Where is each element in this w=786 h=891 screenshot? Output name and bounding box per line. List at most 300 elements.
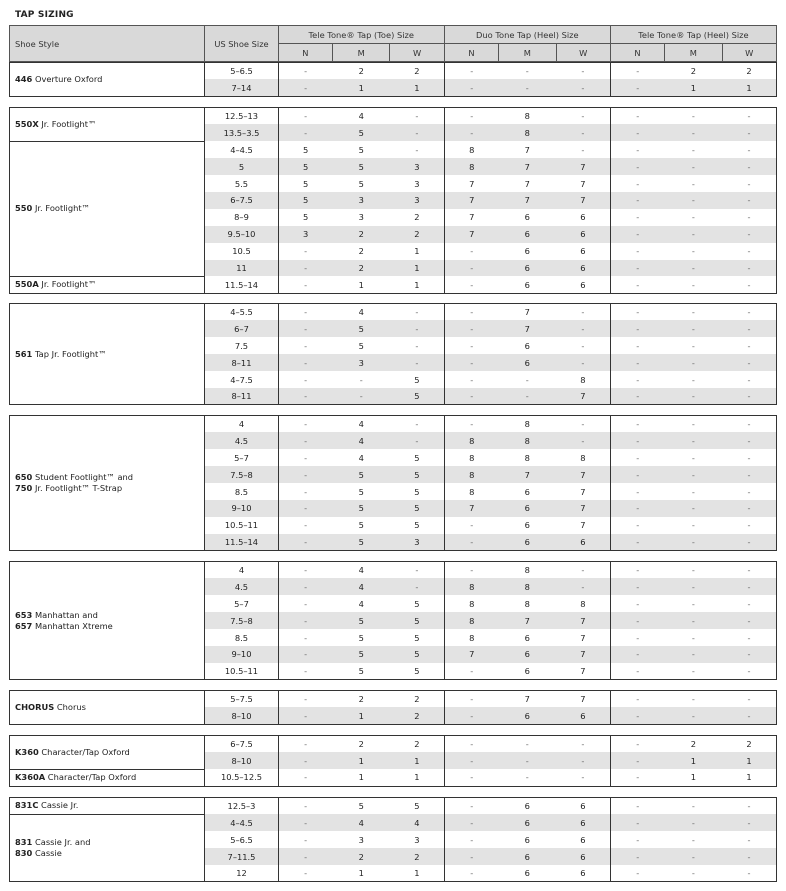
style-code: 650 <box>15 472 33 483</box>
us-shoe-size-cell: 11.5–14 <box>205 276 278 293</box>
tap-size-cell: 5 <box>358 340 364 351</box>
us-shoe-size-cell: 12.5–13 <box>205 108 278 125</box>
tap-size-cell: 6 <box>580 279 586 290</box>
tap-size-cell: 5 <box>333 124 390 141</box>
tap-size-cell: - <box>278 612 332 629</box>
tap-size-cell: - <box>610 320 664 337</box>
tap-size-cell: - <box>499 79 556 96</box>
tap-size-cell: 7 <box>580 520 586 531</box>
tap-size-cell: - <box>691 520 695 531</box>
header-us-shoe-size: US Shoe Size <box>205 26 278 62</box>
tap-size-cell: - <box>610 337 664 354</box>
tap-size-cell: 7 <box>499 466 556 483</box>
tap-size-cell: - <box>610 798 664 815</box>
tap-size-cell: - <box>444 371 498 388</box>
style-name: Jr. Footlight™ <box>38 118 97 129</box>
tap-size-cell: - <box>691 212 695 223</box>
tap-size-cell: - <box>747 598 751 609</box>
tap-size-cell: 1 <box>333 79 390 96</box>
tap-size-cell: - <box>610 388 664 405</box>
tap-size-cell: 5 <box>358 666 364 677</box>
tap-size-cell: 8 <box>524 419 530 430</box>
tap-size-cell: 5 <box>333 534 390 551</box>
tap-size-cell: 4 <box>390 814 444 831</box>
tap-size-cell: - <box>691 801 695 812</box>
tap-size-cell: 2 <box>690 739 696 750</box>
header-width-n: N <box>278 44 332 62</box>
tap-size-cell: 2 <box>414 212 420 223</box>
tap-size-cell: 1 <box>358 279 364 290</box>
tap-size-cell: - <box>691 452 695 463</box>
style-name: Student Footlight™ and <box>32 472 134 483</box>
tap-size-cell: 2 <box>746 739 752 750</box>
tap-size-cell: 7 <box>444 226 498 243</box>
tap-size-cell: 2 <box>746 66 752 77</box>
us-shoe-size-cell: 6–7 <box>205 320 278 337</box>
tap-size-cell: 1 <box>390 260 444 277</box>
tap-size-cell: - <box>747 144 751 155</box>
tap-size-cell: - <box>722 124 776 141</box>
tap-size-cell: - <box>722 707 776 724</box>
tap-size-cell: - <box>610 304 664 321</box>
tap-size-cell: - <box>722 158 776 175</box>
tap-size-cell: 7 <box>499 192 556 209</box>
tap-size-cell: - <box>747 694 751 705</box>
shoe-style-label <box>10 63 205 97</box>
tap-size-cell: - <box>415 144 419 155</box>
tap-size-cell: - <box>304 772 308 783</box>
tap-size-cell: - <box>747 279 751 290</box>
tap-size-cell: 8 <box>499 124 556 141</box>
tap-size-cell: - <box>691 632 695 643</box>
tap-size-cell: 6 <box>524 279 530 290</box>
tap-size-cell: - <box>610 354 664 371</box>
tap-size-cell: - <box>691 419 695 430</box>
shoe-style-label <box>10 276 205 293</box>
tap-size-cell: 7 <box>444 646 498 663</box>
tap-size-cell: 7 <box>444 500 498 517</box>
tap-size-cell: 6 <box>499 226 556 243</box>
tap-size-cell: - <box>665 534 722 551</box>
tap-size-cell: - <box>610 416 664 433</box>
tap-size-cell: - <box>665 354 722 371</box>
tap-size-cell: - <box>691 307 695 318</box>
style-code: 550A <box>15 279 39 290</box>
tap-size-cell: - <box>390 320 444 337</box>
tap-size-cell: 5 <box>333 500 390 517</box>
tap-size-cell: 3 <box>414 834 420 845</box>
us-shoe-size-cell: 7–11.5 <box>205 848 278 865</box>
tap-size-cell: - <box>415 307 419 318</box>
us-shoe-size-cell: 8–10 <box>205 752 278 769</box>
tap-size-cell: - <box>304 340 308 351</box>
tap-size-cell: - <box>444 416 498 433</box>
tap-size-cell: - <box>278 124 332 141</box>
tap-size-cell: - <box>444 769 498 786</box>
tap-size-cell: 6 <box>556 814 610 831</box>
tap-size-cell: - <box>665 158 722 175</box>
tap-size-cell: - <box>665 848 722 865</box>
style-code: 653 <box>15 609 33 620</box>
tap-size-cell: 8 <box>444 612 498 629</box>
tap-size-cell: 5 <box>414 632 420 643</box>
tap-size-cell: 5 <box>390 388 444 405</box>
style-name: Tap Jr. Footlight™ <box>32 348 107 359</box>
tap-size-cell: 2 <box>358 246 364 257</box>
tap-size-cell: - <box>665 226 722 243</box>
us-shoe-size-cell: 12.5–3 <box>205 798 278 815</box>
us-shoe-size-cell: 6–7.5 <box>205 736 278 753</box>
tap-size-cell: - <box>610 175 664 192</box>
tap-size-cell: - <box>610 466 664 483</box>
us-shoe-size-cell: 8–11 <box>205 354 278 371</box>
table-row <box>10 736 777 753</box>
tap-size-cell: - <box>556 752 610 769</box>
tap-size-cell: - <box>610 209 664 226</box>
header-shoe-style: Shoe Style <box>10 26 205 62</box>
tap-size-cell: - <box>691 374 695 385</box>
us-shoe-size-cell: 9–10 <box>205 646 278 663</box>
tap-size-cell: 6 <box>524 486 530 497</box>
us-shoe-size-cell: 5.5 <box>205 175 278 192</box>
tap-size-cell: 4 <box>358 307 364 318</box>
tap-size-cell: - <box>691 340 695 351</box>
tap-size-cell: 2 <box>333 226 390 243</box>
tap-size-cell: - <box>722 578 776 595</box>
us-shoe-size-cell: 8.5 <box>205 629 278 646</box>
tap-size-cell: - <box>691 834 695 845</box>
tap-size-cell: - <box>747 246 751 257</box>
tap-size-cell: - <box>665 707 722 724</box>
tap-size-cell: 7 <box>556 612 610 629</box>
tap-size-cell: 7 <box>580 486 586 497</box>
us-shoe-size-cell: 11.5–14 <box>205 534 278 551</box>
tap-size-cell: 3 <box>333 192 390 209</box>
tap-size-cell: 1 <box>690 772 696 783</box>
tap-size-cell: - <box>304 307 308 318</box>
us-shoe-size-cell: 4–4.5 <box>205 141 278 158</box>
tap-size-cell: 7 <box>524 144 530 155</box>
tap-size-cell: - <box>556 432 610 449</box>
table-row <box>10 63 777 80</box>
tap-size-cell: - <box>304 834 308 845</box>
tap-size-cell: 5 <box>414 486 420 497</box>
tap-size-cell: 6 <box>524 666 530 677</box>
tap-size-cell: - <box>691 694 695 705</box>
tap-size-cell: - <box>722 354 776 371</box>
tap-size-cell: - <box>556 320 610 337</box>
tap-size-cell: 5 <box>278 158 332 175</box>
us-shoe-size-cell: 5–6.5 <box>205 831 278 848</box>
tap-size-cell: - <box>444 707 498 724</box>
tap-size-cell: - <box>665 578 722 595</box>
tap-size-cell: - <box>747 520 751 531</box>
style-code: 550 <box>15 203 33 214</box>
tap-size-cell: - <box>610 79 664 96</box>
style-group-table <box>9 303 777 405</box>
tap-size-cell: - <box>610 663 664 680</box>
table-row <box>10 276 777 293</box>
tap-size-cell: 6 <box>499 646 556 663</box>
header-tele-tone-heel: Tele Tone® Tap (Heel) Size <box>610 26 776 44</box>
tap-size-cell: 6 <box>524 340 530 351</box>
style-group-table <box>9 561 777 680</box>
tap-size-cell: - <box>278 354 332 371</box>
tap-size-cell: - <box>691 598 695 609</box>
header-tele-tone-toe: Tele Tone® Tap (Toe) Size <box>278 26 444 44</box>
tap-size-cell: - <box>444 865 498 882</box>
tap-size-cell: - <box>304 486 308 497</box>
us-shoe-size-cell: 4–4.5 <box>205 814 278 831</box>
tap-size-cell: - <box>665 612 722 629</box>
tap-size-cell: 1 <box>665 752 722 769</box>
tap-size-cell: - <box>304 246 308 257</box>
tap-size-cell: 1 <box>333 707 390 724</box>
page-title: TAP SIZING <box>15 10 74 20</box>
tap-size-cell: 7 <box>499 158 556 175</box>
tap-size-cell: - <box>722 646 776 663</box>
tap-size-cell: - <box>444 276 498 293</box>
tap-size-cell: 2 <box>358 739 364 750</box>
tap-size-cell: - <box>610 646 664 663</box>
tap-size-cell: - <box>278 388 332 405</box>
tap-size-cell: 8 <box>580 452 586 463</box>
tap-size-cell: - <box>747 565 751 576</box>
header-width-w: W <box>722 44 776 62</box>
tap-size-cell: - <box>610 243 664 260</box>
style-code: CHORUS <box>15 701 55 712</box>
tap-size-cell: 3 <box>390 534 444 551</box>
tap-size-cell: - <box>278 752 332 769</box>
tap-size-cell: - <box>278 646 332 663</box>
tap-size-cell: 5 <box>358 178 364 189</box>
tap-size-cell: 5 <box>414 374 420 385</box>
tap-size-cell: 4 <box>358 452 364 463</box>
tap-size-cell: - <box>444 798 498 815</box>
tap-size-cell: 7 <box>556 646 610 663</box>
tap-size-cell: 7 <box>444 192 498 209</box>
tap-size-cell: 3 <box>358 212 364 223</box>
shoe-style-label <box>10 769 205 786</box>
tap-size-cell: 6 <box>524 868 530 879</box>
tap-size-cell: 6 <box>524 632 530 643</box>
tap-size-cell: 5 <box>303 144 309 155</box>
tap-size-cell: 8 <box>580 598 586 609</box>
tap-size-cell: - <box>610 432 664 449</box>
tap-size-cell: - <box>525 374 529 385</box>
tap-size-cell: - <box>304 801 308 812</box>
tap-size-cell: 6 <box>499 354 556 371</box>
tap-size-cell: - <box>747 868 751 879</box>
style-code: 657 <box>15 620 33 631</box>
tap-size-cell: 7 <box>556 388 610 405</box>
tap-size-cell: 7 <box>524 178 530 189</box>
table-row <box>10 562 777 579</box>
tap-size-cell: - <box>691 178 695 189</box>
shoe-style-label <box>10 416 205 551</box>
header-width-n: N <box>610 44 664 62</box>
style-name: Overture Oxford <box>32 73 103 84</box>
tap-size-cell: - <box>610 814 664 831</box>
shoe-style-label <box>10 798 205 815</box>
tap-size-cell: 8 <box>499 578 556 595</box>
table-row <box>10 141 777 158</box>
tap-size-cell: - <box>444 260 498 277</box>
tap-size-cell: - <box>610 483 664 500</box>
table-row <box>10 814 777 831</box>
tap-size-cell: 5 <box>390 466 444 483</box>
tap-size-cell: - <box>747 666 751 677</box>
us-shoe-size-cell: 4.5 <box>205 578 278 595</box>
tap-size-cell: 7 <box>556 500 610 517</box>
tap-size-cell: - <box>610 578 664 595</box>
table-row <box>10 108 777 125</box>
tap-size-cell: 5 <box>333 466 390 483</box>
tap-size-cell: 5 <box>358 801 364 812</box>
tap-size-cell: - <box>610 831 664 848</box>
tap-size-cell: 3 <box>358 834 364 845</box>
tap-size-cell: 7 <box>444 209 498 226</box>
shoe-style-label <box>10 691 205 725</box>
tap-size-cell: 7 <box>444 175 498 192</box>
tap-size-cell: 1 <box>414 868 420 879</box>
tap-size-cell: - <box>304 739 308 750</box>
tap-size-cell: - <box>610 752 664 769</box>
tap-size-cell: 3 <box>390 158 444 175</box>
tap-size-cell: 6 <box>580 212 586 223</box>
tap-size-cell: - <box>747 178 751 189</box>
us-shoe-size-cell: 5–6.5 <box>205 63 278 80</box>
us-shoe-size-cell: 8–9 <box>205 209 278 226</box>
tap-size-cell: 2 <box>414 694 420 705</box>
tap-size-cell: - <box>665 432 722 449</box>
tap-size-cell: 5 <box>390 500 444 517</box>
tap-size-cell: - <box>610 517 664 534</box>
tap-size-cell: - <box>444 63 498 80</box>
tap-size-cell: - <box>665 260 722 277</box>
tap-size-cell: 4 <box>333 432 390 449</box>
tap-size-cell: - <box>444 831 498 848</box>
tap-size-cell: - <box>747 452 751 463</box>
tap-size-cell: - <box>444 304 498 321</box>
table-header <box>9 25 777 62</box>
tap-size-cell: - <box>691 279 695 290</box>
shoe-style-label <box>10 304 205 405</box>
tap-size-cell: - <box>610 260 664 277</box>
tap-size-cell: - <box>278 320 332 337</box>
tap-size-cell: 5 <box>358 632 364 643</box>
tap-size-cell: - <box>581 739 585 750</box>
tap-size-cell: 5 <box>390 646 444 663</box>
tap-size-cell: - <box>747 834 751 845</box>
tap-size-cell: - <box>304 520 308 531</box>
tap-size-cell: 5 <box>303 212 309 223</box>
tap-size-cell: 5 <box>333 612 390 629</box>
tap-size-cell: 1 <box>358 868 364 879</box>
tap-size-cell: - <box>691 246 695 257</box>
tap-size-cell: - <box>415 340 419 351</box>
tap-size-cell: - <box>444 320 498 337</box>
us-shoe-size-cell: 6–7.5 <box>205 192 278 209</box>
style-code: 830 <box>15 848 33 859</box>
us-shoe-size-cell: 10.5–12.5 <box>205 769 278 786</box>
tap-size-cell: - <box>304 279 308 290</box>
header-width-n: N <box>444 44 498 62</box>
us-shoe-size-cell: 7.5 <box>205 337 278 354</box>
tap-size-cell: 6 <box>499 814 556 831</box>
header-width-w: W <box>556 44 610 62</box>
tap-size-cell: - <box>722 260 776 277</box>
style-name: Character/Tap Oxford <box>38 746 130 757</box>
tap-size-cell: 1 <box>358 772 364 783</box>
tap-size-cell: 8 <box>444 578 498 595</box>
us-shoe-size-cell: 8–11 <box>205 388 278 405</box>
header-duo-tone-heel: Duo Tone Tap (Heel) Size <box>444 26 610 44</box>
tap-size-cell: - <box>610 449 664 466</box>
tap-size-cell: 6 <box>524 246 530 257</box>
tap-size-cell: - <box>444 691 498 708</box>
tap-size-cell: 5 <box>333 158 390 175</box>
us-shoe-size-cell: 5–7 <box>205 449 278 466</box>
tap-size-cell: - <box>444 337 498 354</box>
style-code: K360 <box>15 746 39 757</box>
tap-size-cell: - <box>581 307 585 318</box>
tap-size-cell: - <box>278 260 332 277</box>
tap-size-cell: - <box>359 374 363 385</box>
tap-size-cell: 2 <box>358 66 364 77</box>
tap-size-cell: - <box>444 814 498 831</box>
tap-size-cell: - <box>415 565 419 576</box>
tap-size-cell: - <box>444 124 498 141</box>
tap-size-cell: 6 <box>580 868 586 879</box>
tap-size-cell: 5 <box>414 520 420 531</box>
us-shoe-size-cell: 13.5–3.5 <box>205 124 278 141</box>
tap-size-cell: - <box>444 388 498 405</box>
tap-size-cell: 4 <box>333 814 390 831</box>
tap-size-cell: - <box>665 814 722 831</box>
tap-size-cell: 8 <box>444 595 498 612</box>
tap-size-cell: 7 <box>580 632 586 643</box>
us-shoe-size-cell: 12 <box>205 865 278 882</box>
tap-size-cell: 2 <box>414 739 420 750</box>
tap-size-cell: - <box>747 111 751 122</box>
tap-size-cell: - <box>665 124 722 141</box>
tap-size-cell: 8 <box>499 432 556 449</box>
tap-size-cell: 2 <box>390 226 444 243</box>
table-row <box>10 304 777 321</box>
us-shoe-size-cell: 5–7.5 <box>205 691 278 708</box>
tap-size-cell: 7 <box>556 466 610 483</box>
tap-size-cell: - <box>278 848 332 865</box>
us-shoe-size-cell: 4 <box>205 562 278 579</box>
tap-size-cell: 1 <box>390 79 444 96</box>
tap-size-cell: - <box>610 595 664 612</box>
tap-size-cell: 1 <box>390 752 444 769</box>
tap-size-cell: - <box>415 111 419 122</box>
tap-size-cell: - <box>747 486 751 497</box>
tap-size-cell: - <box>581 419 585 430</box>
tap-size-cell: - <box>665 646 722 663</box>
table-row <box>10 416 777 433</box>
tap-size-cell: - <box>444 562 498 579</box>
tap-size-cell: - <box>278 432 332 449</box>
tap-size-cell: 6 <box>499 500 556 517</box>
tap-size-cell: 7 <box>499 612 556 629</box>
tap-size-cell: 6 <box>556 226 610 243</box>
tap-size-cell: - <box>691 868 695 879</box>
tap-size-cell: - <box>278 466 332 483</box>
tap-size-cell: 8 <box>580 374 586 385</box>
